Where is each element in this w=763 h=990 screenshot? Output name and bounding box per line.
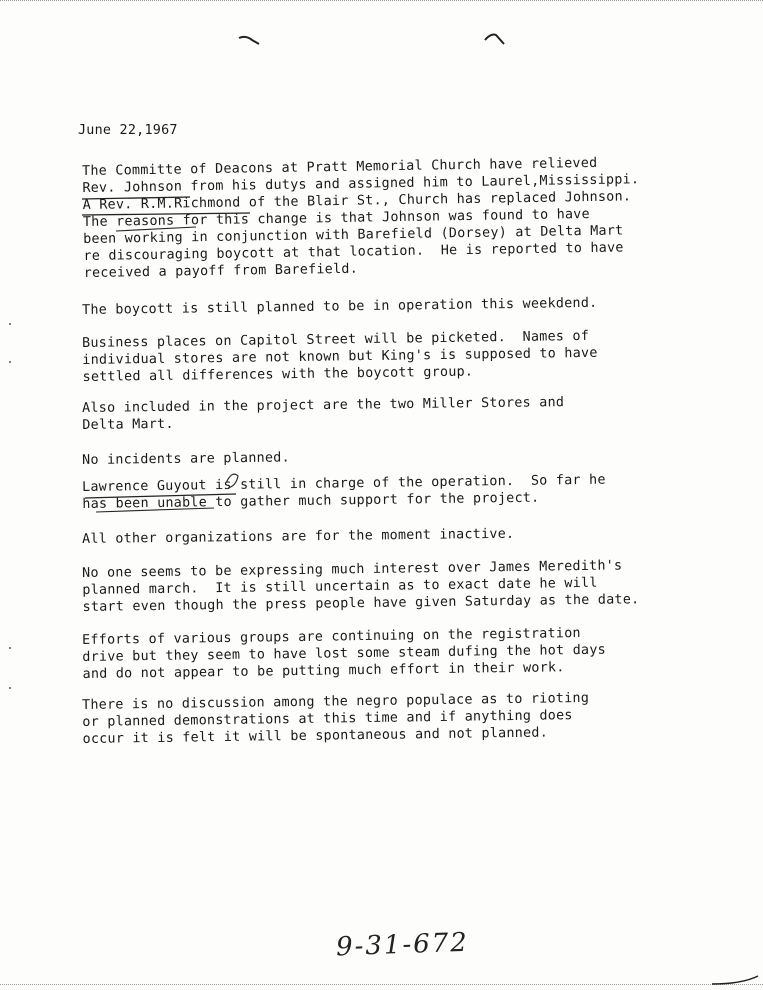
text-line: The boycott is still planned to be in operation this weekdend. <box>82 295 598 318</box>
scan-edge-top <box>0 0 763 5</box>
text-line: re discouraging boycott at that location. He is reported to have <box>83 240 624 264</box>
text-line: The reasons for this change is that Johnson was found to have <box>82 207 591 230</box>
paragraph-4 <box>82 395 564 435</box>
text-line: There is no discussion among the negro populace as to rioting <box>82 690 590 713</box>
document-date: June 22,1967 <box>78 123 178 138</box>
text-line: Also included in the project are the two Miller Stores and <box>82 395 565 416</box>
file-reference-number: 9-31-672 <box>335 927 470 963</box>
paragraph-2 <box>82 296 598 320</box>
text-line: Rev. Johnson from his dutys and assigned him to Laurel,Mississippi. <box>82 172 640 196</box>
text-line: planned march. It is still uncertain as to exact date he will <box>82 575 598 598</box>
text-line: drive but they seem to have lost some steam dufing the hot days <box>82 642 607 665</box>
punch-hole-mark-right-icon <box>484 32 506 46</box>
scan-edge-bottom <box>0 984 763 989</box>
text-line: settled all differences with the boycott group. <box>82 364 474 385</box>
text-line: been working in conjunction with Barefield (Dorsey) at Delta Mart <box>83 223 624 247</box>
paragraph-9 <box>82 626 606 684</box>
text-line: individual stores are not known but King's is supposed to have <box>82 345 598 368</box>
paragraph-6 <box>82 473 606 514</box>
text-line: or planned demonstrations at this time and if anything does <box>82 708 573 730</box>
paragraph-1 <box>82 155 641 283</box>
text-line: received a payoff from Barefield. <box>83 261 359 281</box>
text-line: and do not appear to be putting much effort in their work. <box>82 660 565 682</box>
margin-mark <box>8 312 12 318</box>
text-line: No one seems to be expressing much interest over James Meredith's <box>82 558 623 581</box>
paragraph-8 <box>82 558 640 617</box>
margin-mark <box>8 676 12 682</box>
text-line: Lawrence Guyout is still in charge of the operation. So far he <box>82 472 606 495</box>
punch-hole-mark-left-icon <box>238 34 260 48</box>
text-line: start even though the press people have given Saturday as the date. <box>82 592 640 615</box>
text-line: The Committe of Deacons at Pratt Memorial Church have relieved <box>82 155 598 179</box>
text-line: Delta Mart. <box>82 416 174 433</box>
margin-mark <box>8 636 12 642</box>
paragraph-10 <box>82 691 590 749</box>
text-line: A Rev. R.M.Richmond of the Blair St., Church has replaced Johnson. <box>82 189 632 213</box>
text-line: Business places on Capitol Street will be picketed. Names of <box>82 328 590 351</box>
text-line: has been unable to gather much support for the project. <box>82 490 540 512</box>
corner-stroke-icon <box>712 972 760 986</box>
paragraph-5 <box>82 450 290 470</box>
paragraph-3 <box>82 329 598 387</box>
text-line: No incidents are planned. <box>82 450 290 468</box>
text-line: All other organizations are for the moment inactive. <box>82 526 515 547</box>
margin-mark <box>8 350 12 356</box>
text-line: occur it is felt it will be spontaneous and not planned. <box>82 725 549 747</box>
paragraph-7 <box>82 527 514 549</box>
text-line: Efforts of various groups are continuing on the registration <box>82 626 581 648</box>
